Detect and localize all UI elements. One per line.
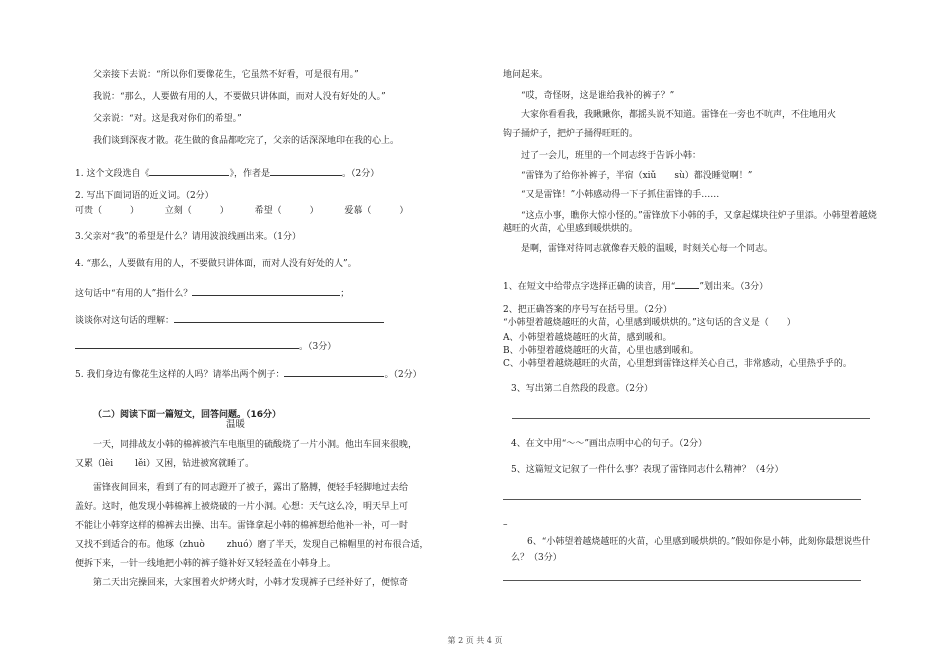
story-line: “这点小事，瞧你大惊小怪的。”雷锋放下小韩的手，又拿起煤块往炉子里添。小韩望着越烧 <box>521 211 877 221</box>
answer-blank[interactable] <box>192 286 340 296</box>
question-r4: 4、在文中用“～～”画出点明中心的句子。（2分） <box>511 439 708 449</box>
story-line: “哎，奇怪呀，这是谁给我补的裤子？” <box>521 91 675 101</box>
option-b: B、小韩望着越烧越旺的火苗，心里也感到暖和。 <box>503 346 699 356</box>
question-5: 5. 我们身边有像花生这样的人吗？请举出两个例子： 。（2分） <box>75 367 422 381</box>
page-number: 第 2 页 共 4 页 <box>447 636 503 645</box>
story-line: “又是雷锋！”小韩感动得一下子抓住雷锋的手…… <box>521 190 720 200</box>
question-r2: 2、把正确答案的序号写在括号里。（2分） <box>503 305 672 315</box>
story-line: 越旺的火苗，心里感到暖烘烘的。 <box>503 224 639 234</box>
story-line: “雷锋为了给你补裤子，半宿（xiǔ sù）都没睡觉啊！” <box>521 171 753 181</box>
question-4c: 。（3分） <box>75 339 336 353</box>
answer-blank[interactable] <box>284 367 384 377</box>
question-r3: 3、写出第二自然段的段意。（2分） <box>511 384 653 394</box>
story-line: 第二天出完操回来，大家围着火炉烤火时，小韩才发现裤子已经补好了，便惊奇 <box>93 578 409 588</box>
story-line: 雷锋夜间回来，看到了有的同志蹬开了被子，露出了胳膊，便轻手轻脚地过去给 <box>93 483 409 493</box>
answer-blank[interactable] <box>75 339 299 349</box>
dash-mark: – <box>503 520 508 530</box>
story-line: 大家你看看我，我瞅瞅你，都摇头说不知道。雷锋在一旁也不吭声，不住地用火 <box>521 110 837 120</box>
story-line: 过了一会儿，班里的一个同志终于告诉小韩： <box>521 151 702 161</box>
story-line: 是啊，雷锋对待同志就像春天般的温暖，时刻关心每一个同志。 <box>521 244 774 254</box>
question-4: 4. “那么，人要做有用的人，不要做只讲体面，而对人没有好处的人”。 <box>75 259 357 269</box>
answer-line[interactable] <box>503 499 861 500</box>
question-r2-quote: “小韩望着越烧越旺的火苗，心里感到暖烘烘的。”这句话的含义是（ ） <box>503 318 796 328</box>
question-1: 1. 这个文段选自《 》，作者是 。（2分） <box>75 166 379 180</box>
story-line: 又累（lèi lěi）又困，钻进被窝就睡了。 <box>75 459 255 469</box>
question-r6-cont: 么？（3分） <box>511 553 562 563</box>
story-line: 一天，同排战友小韩的棉裤被汽车电瓶里的硫酸烧了一片小洞。他出车回来很晚， <box>93 440 418 450</box>
story-line: 便拆下来，一针一线地把小韩的裤子缝补好又轻轻盖在小韩身上。 <box>75 559 337 569</box>
paragraph: 我们谈到深夜才散。花生做的食品都吃完了，父亲的话深深地印在我的心上。 <box>93 136 400 146</box>
paragraph: 父亲接下去说：“所以你们要像花生，它虽然不好看，可是很有用。” <box>93 70 359 80</box>
question-3: 3.父亲对“我”的希望是什么？请用波浪线画出来。（1分） <box>75 232 302 242</box>
answer-line[interactable] <box>512 418 870 419</box>
option-c: C、小韩望着越烧越旺的火苗，心里想到雷锋这样关心自己，非常感动，心里热乎乎的。 <box>503 359 852 369</box>
story-title: 温暖 <box>226 419 246 430</box>
question-r1: 1、在短文中给带点字选择正确的读音，用“ ”划出来。（3分） <box>503 279 768 293</box>
paragraph: 父亲说：“对。这是我对你们的希望。” <box>93 114 242 124</box>
story-line: 钩子捅炉子，把炉子捅得旺旺的。 <box>503 129 639 139</box>
story-line: 盖好。这时，他发现小韩棉裤上被烧破的一片小洞。心想：天气这么冷，明天早上可 <box>75 502 409 512</box>
question-r5: 5、这篇短文记叙了一件什么事？表现了雷锋同志什么精神？（4分） <box>511 465 784 475</box>
story-line: 地问起来。 <box>503 70 549 80</box>
story-line: 不能让小韩穿这样的棉裤去出操、出车。雷锋拿起小韩的棉裤想给他补一补，可一时 <box>75 521 409 531</box>
answer-blank <box>675 279 699 289</box>
option-a: A、小韩望着越烧越旺的火苗，感到暖和。 <box>503 333 672 343</box>
paragraph: 我说：“那么，人要做有用的人，不要做只讲体面，而对人没有好处的人。” <box>93 92 386 102</box>
synonym-row: 可贵（ ） 立刻（ ） 希望（ ） 爱慕（ ） <box>75 206 409 216</box>
question-r6: 6、“小韩望着越烧越旺的火苗，心里感到暖烘烘的。”假如你是小韩，此刻你最想说些什 <box>527 537 871 547</box>
answer-blank[interactable] <box>149 166 229 176</box>
question-4a: 这句话中“有用的人”指什么？ ； <box>75 286 349 300</box>
answer-line[interactable] <box>503 580 861 581</box>
section-heading: （二）阅读下面一篇短文，回答问题。（16分） <box>93 410 282 420</box>
question-2: 2. 写出下面词语的近义词。（2分） <box>75 191 214 201</box>
story-line: 又找不到适合的布。他琢（zhuò zhuó）磨了半天，发现自己棉帽里的衬布很合适， <box>75 540 429 550</box>
answer-blank[interactable] <box>270 166 342 176</box>
question-4b: 谈谈你对这句话的理解： <box>75 313 384 327</box>
answer-blank[interactable] <box>174 313 384 323</box>
